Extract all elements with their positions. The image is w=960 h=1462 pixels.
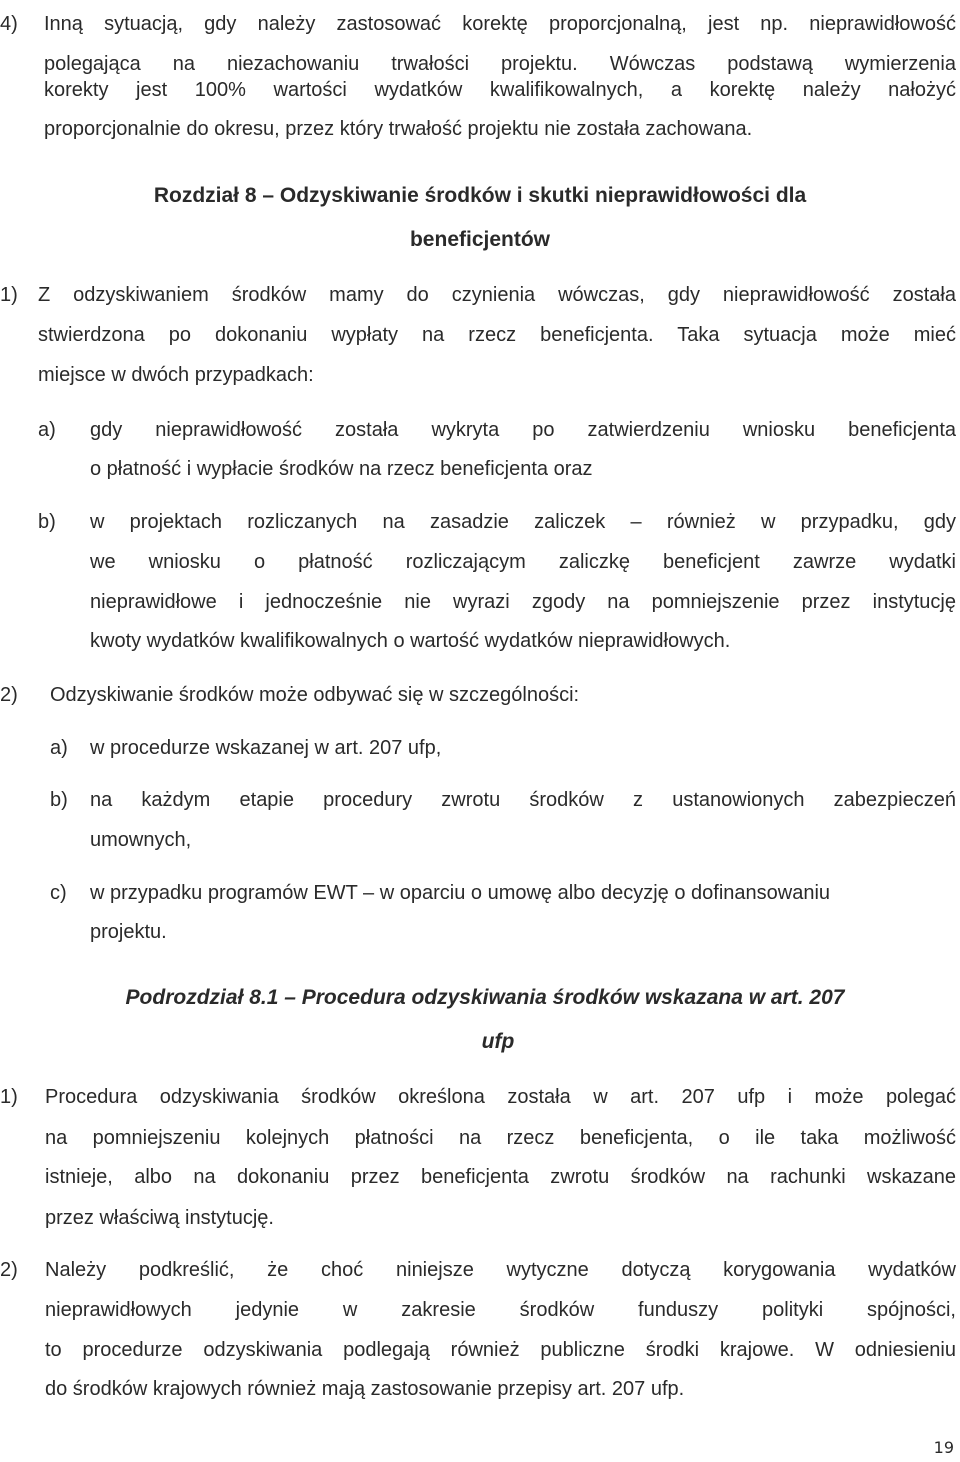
list-item-line: o płatność i wypłacie środków na rzecz beneficjenta oraz — [90, 458, 593, 480]
item-number: 2) — [0, 1259, 18, 1281]
paragraph-line: stwierdzona po dokonaniu wypłaty na rzecz beneficjenta. Taka sytuacja może mieć — [38, 324, 956, 346]
paragraph-line: Procedura odzyskiwania środków określona została w art. 207 ufp i może polegać — [45, 1086, 956, 1108]
list-item-line: na każdym etapie procedury zwrotu środków z ustanowionych zabezpieczeń — [90, 789, 956, 811]
paragraph-line: istnieje, albo na dokonaniu przez beneficjenta zwrotu środków na rachunki wskazane — [45, 1166, 956, 1188]
chapter-title-continued: beneficjentów — [409, 228, 551, 251]
paragraph-line: to procedurze odzyskiwania podlegają również publiczne środki krajowe. W odniesieniu — [45, 1339, 956, 1361]
paragraph-line: Odzyskiwanie środków może odbywać się w szczególności: — [50, 684, 580, 706]
item-number: 1) — [0, 1086, 18, 1108]
item-number: 4) — [0, 13, 18, 35]
paragraph-line: przez właściwą instytucję. — [45, 1207, 274, 1229]
list-item-line: kwoty wydatków kwalifikowalnych o wartość wydatków nieprawidłowych. — [90, 630, 731, 652]
paragraph-line: miejsce w dwóch przypadkach: — [38, 364, 314, 386]
chapter-title: Rozdział 8 – Odzyskiwanie środków i skutki nieprawidłowości dla — [153, 184, 807, 207]
paragraph-line: do środków krajowych również mają zastosowanie przepisy art. 207 ufp. — [45, 1378, 685, 1400]
list-label: b) — [50, 789, 68, 811]
list-item-line: we wniosku o płatność rozliczającym zaliczkę beneficjent zawrze wydatki — [90, 551, 956, 573]
paragraph-line: Inną sytuacją, gdy należy zastosować korektę proporcjonalną, jest np. nieprawidłowość — [44, 13, 956, 35]
item-number: 1) — [0, 284, 18, 306]
paragraph-line: proporcjonalnie do okresu, przez który trwałość projektu nie została zachowana. — [44, 118, 753, 140]
list-item-line: projektu. — [90, 921, 167, 943]
paragraph-line: Należy podkreślić, że choć niniejsze wytyczne dotyczą korygowania wydatków — [45, 1259, 956, 1281]
paragraph-line: Z odzyskiwaniem środków mamy do czynienia wówczas, gdy nieprawidłowość została — [38, 284, 956, 306]
list-item-line: w projektach rozliczanych na zasadzie zaliczek – również w przypadku, gdy — [90, 511, 956, 533]
list-label: b) — [38, 511, 56, 533]
subchapter-title: Podrozdział 8.1 – Procedura odzyskiwania środków wskazana w art. 207 — [125, 986, 845, 1009]
paragraph-line: nieprawidłowych jedynie w zakresie środków funduszy polityki spójności, — [45, 1299, 956, 1321]
list-item-line: w przypadku programów EWT – w oparciu o umowę albo decyzję o dofinansowaniu — [90, 882, 831, 904]
list-item-line: nieprawidłowe i jednocześnie nie wyrazi zgody na pomniejszenie przez instytucję — [90, 591, 956, 613]
list-label: a) — [38, 419, 56, 441]
list-item-line: gdy nieprawidłowość została wykryta po zatwierdzeniu wniosku beneficjenta — [90, 419, 956, 441]
page-number: 19 — [933, 1438, 954, 1457]
list-label: c) — [50, 882, 67, 904]
paragraph-line: polegająca na niezachowaniu trwałości projektu. Wówczas podstawą wymierzenia — [44, 53, 956, 75]
item-number: 2) — [0, 684, 18, 706]
subchapter-title-continued: ufp — [481, 1030, 515, 1053]
list-item-line: umownych, — [90, 829, 192, 851]
list-item-line: w procedurze wskazanej w art. 207 ufp, — [90, 737, 442, 759]
paragraph-line: korekty jest 100% wartości wydatków kwalifikowalnych, a korektę należy nałożyć — [44, 79, 956, 101]
list-label: a) — [50, 737, 68, 759]
paragraph-line: na pomniejszeniu kolejnych płatności na rzecz beneficjenta, o ile taka możliwość — [45, 1127, 956, 1149]
